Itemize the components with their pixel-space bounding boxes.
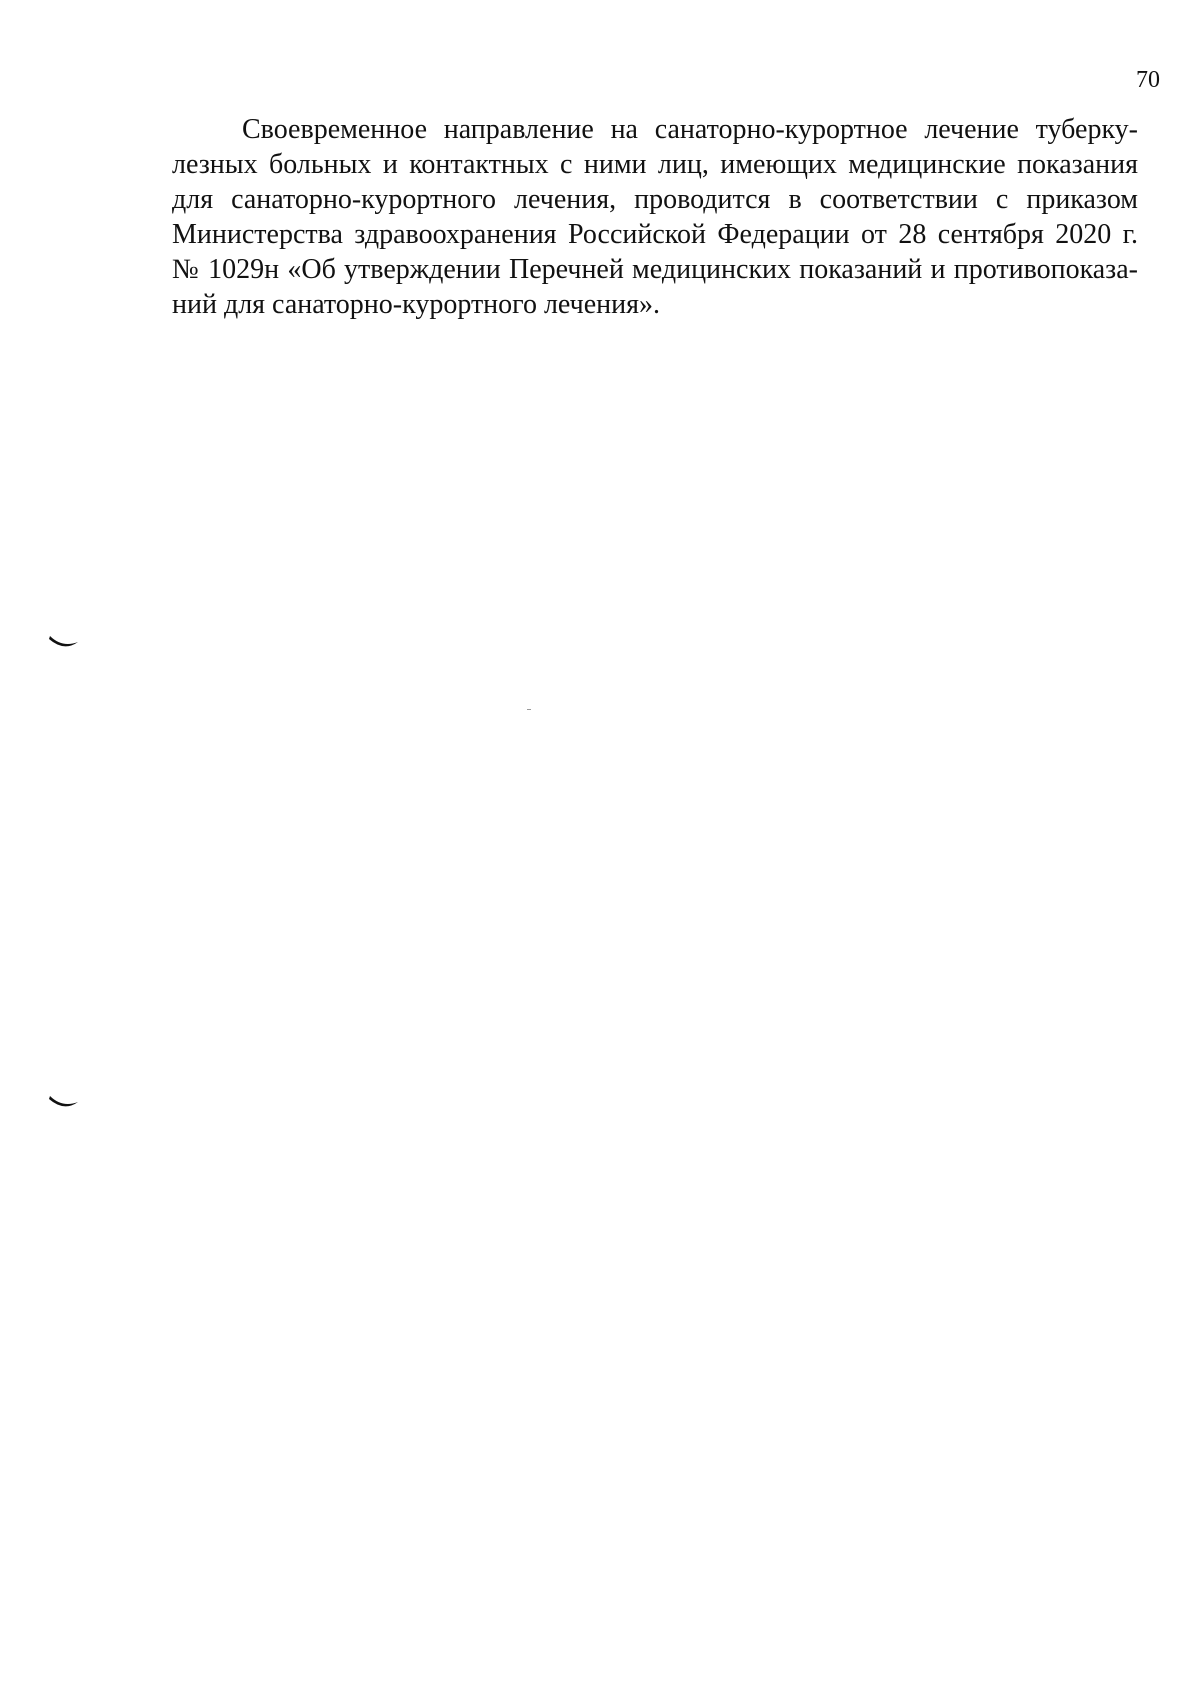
body-paragraph <box>172 112 1138 322</box>
paragraph-line: № 1029н «Об утверждении Перечней медицинских показаний и противопоказа- <box>172 254 1138 285</box>
binder-mark-icon <box>48 1092 82 1112</box>
page-number: 70 <box>1136 67 1160 93</box>
paragraph-line: лезных больных и контактных с ними лиц, имеющих медицинские показания <box>172 149 1138 180</box>
scan-speck <box>527 709 531 710</box>
paragraph-line: ний для санаторно-курортного лечения». <box>172 289 661 320</box>
paragraph-line: для санаторно-курортного лечения, проводится в соответствии с приказом <box>172 184 1138 215</box>
binder-mark-icon <box>48 632 82 652</box>
paragraph-line: Своевременное направление на санаторно-курортное лечение туберку- <box>242 114 1138 145</box>
paragraph-line: Министерства здравоохранения Российской Федерации от 28 сентября 2020 г. <box>172 219 1138 250</box>
